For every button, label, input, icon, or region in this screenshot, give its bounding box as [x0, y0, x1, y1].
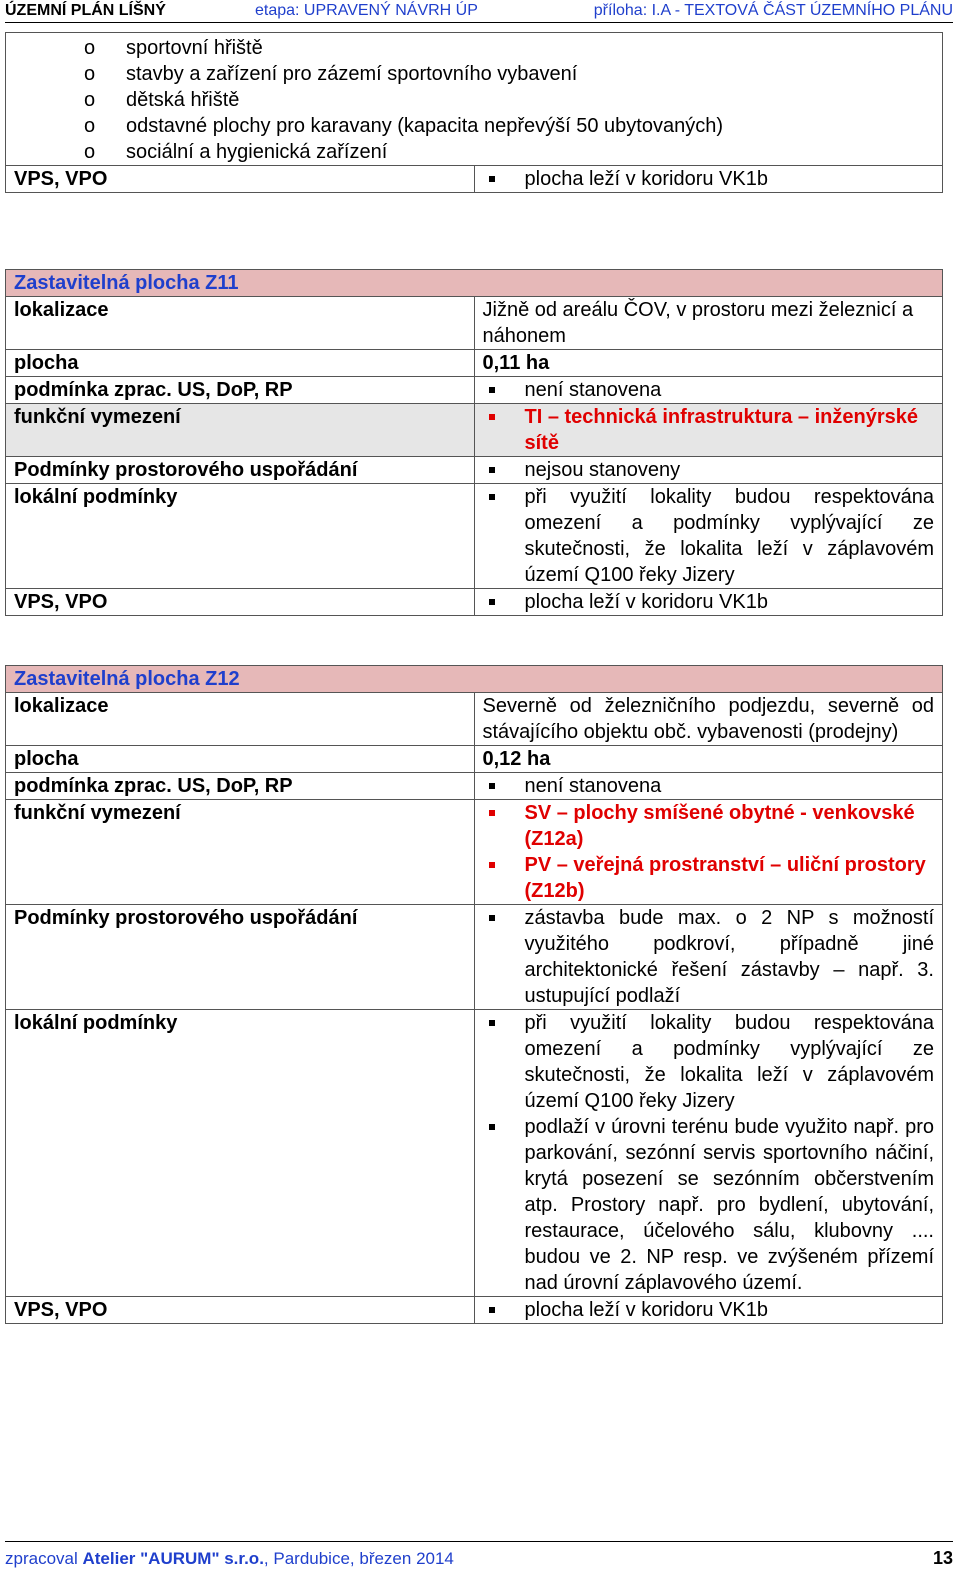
- z11-lokalizace-label: lokalizace: [6, 297, 475, 350]
- list-item: o sociální a hygienická zařízení: [14, 139, 934, 165]
- z12-podminka-label: podmínka zprac. US, DoP, RP: [6, 773, 475, 800]
- page-footer: [5, 1541, 953, 1582]
- footer-suffix: , Pardubice, březen 2014: [263, 1549, 454, 1568]
- z12-vps-value: plocha leží v koridoru VK1b: [483, 1297, 935, 1323]
- vps-label: VPS, VPO: [6, 166, 475, 193]
- document-title: ÚZEMNÍ PLÁN LÍŠNÝ: [5, 2, 166, 19]
- z12-funkcni-label: funkční vymezení: [6, 800, 475, 905]
- previous-area-table: [5, 32, 943, 193]
- list-item: o sportovní hřiště: [14, 35, 934, 61]
- list-item: o dětská hřiště: [14, 87, 934, 113]
- z12-prostor-value: zástavba bude max. o 2 NP s možností využitého podkroví, případně jiné architektonické řešení zástavby – např. 3. ustupující podlaží: [483, 905, 935, 1009]
- z11-podminka-value: není stanovena: [483, 377, 935, 403]
- vps-value: plocha leží v koridoru VK1b: [483, 166, 935, 192]
- footer-credit: [5, 1546, 454, 1572]
- z11-lokalni-label: lokální podmínky: [6, 484, 475, 589]
- z12-lokalizace-label: lokalizace: [6, 693, 475, 746]
- z12-lokalni-value-2: podlaží v úrovni terénu bude využito např. pro parkování, sezónní servis sportovního náčiní, krytá posezení se sezónním občerstvením atp. Prostory např. pro bydlení, ubytování, restaurace, účelového sálu, klubovny .... budou ve 2. NP resp. ve zvýšeném přízemí nad úrovní záplavového území.: [483, 1114, 935, 1296]
- z12-lokalizace-value: Severně od železničního podjezdu, severně od stávajícího objektu obč. vybavenosti (prodejny): [474, 693, 943, 746]
- list-item: o odstavné plochy pro karavany (kapacita nepřevýší 50 ubytovaných): [14, 113, 934, 139]
- footer-prefix: zpracoval: [5, 1549, 83, 1568]
- list-item: o stavby a zařízení pro zázemí sportovního vybavení: [14, 61, 934, 87]
- z12-plocha-label: plocha: [6, 746, 475, 773]
- z11-funkcni-label: funkční vymezení: [6, 404, 475, 457]
- z12-plocha-value: 0,12 ha: [474, 746, 943, 773]
- z11-prostor-label: Podmínky prostorového uspořádání: [6, 457, 475, 484]
- page-header: [5, 0, 953, 23]
- facility-list: [14, 35, 934, 165]
- z11-plocha-label: plocha: [6, 350, 475, 377]
- z12-table: [5, 665, 943, 1324]
- z12-prostor-label: Podmínky prostorového uspořádání: [6, 905, 475, 1010]
- z11-prostor-value: nejsou stanoveny: [483, 457, 935, 483]
- page-number: 13: [932, 1548, 953, 1568]
- z11-podminka-label: podmínka zprac. US, DoP, RP: [6, 377, 475, 404]
- z11-plocha-value: 0,11 ha: [474, 350, 943, 377]
- footer-company: Atelier "AURUM" s.r.o.: [82, 1549, 264, 1568]
- z11-funkcni-value: TI – technická infrastruktura – inženýrské sítě: [483, 404, 935, 456]
- z11-table: [5, 269, 943, 616]
- z12-vps-label: VPS, VPO: [6, 1297, 475, 1324]
- z12-funkcni-value-sv: SV – plochy smíšené obytné - venkovské (Z12a): [483, 800, 935, 852]
- document-annex: příloha: I.A - TEXTOVÁ ČÁST ÚZEMNÍHO PLÁNU: [593, 2, 953, 19]
- document-stage: etapa: UPRAVENÝ NÁVRH ÚP: [255, 2, 478, 19]
- z11-lokalni-value: při využití lokality budou respektována omezení a podmínky vyplývající ze skutečnosti, že lokalita leží v záplavovém území Q100 řeky Jizery: [483, 484, 935, 588]
- z11-vps-value: plocha leží v koridoru VK1b: [483, 589, 935, 615]
- z11-lokalizace-value: Jižně od areálu ČOV, v prostoru mezi železnicí a náhonem: [474, 297, 943, 350]
- z12-podminka-value: není stanovena: [483, 773, 935, 799]
- z11-vps-label: VPS, VPO: [6, 589, 475, 616]
- facility-list-cell: [6, 33, 943, 166]
- z12-title: Zastavitelná plocha Z12: [6, 666, 943, 693]
- z11-title: Zastavitelná plocha Z11: [6, 270, 943, 297]
- z12-lokalni-label: lokální podmínky: [6, 1010, 475, 1297]
- z12-lokalni-value-1: při využití lokality budou respektována omezení a podmínky vyplývající ze skutečnosti, že lokalita leží v záplavovém území Q100 řeky Jizery: [483, 1010, 935, 1114]
- z12-funkcni-value-pv: PV – veřejná prostranství – uliční prostory (Z12b): [483, 852, 935, 904]
